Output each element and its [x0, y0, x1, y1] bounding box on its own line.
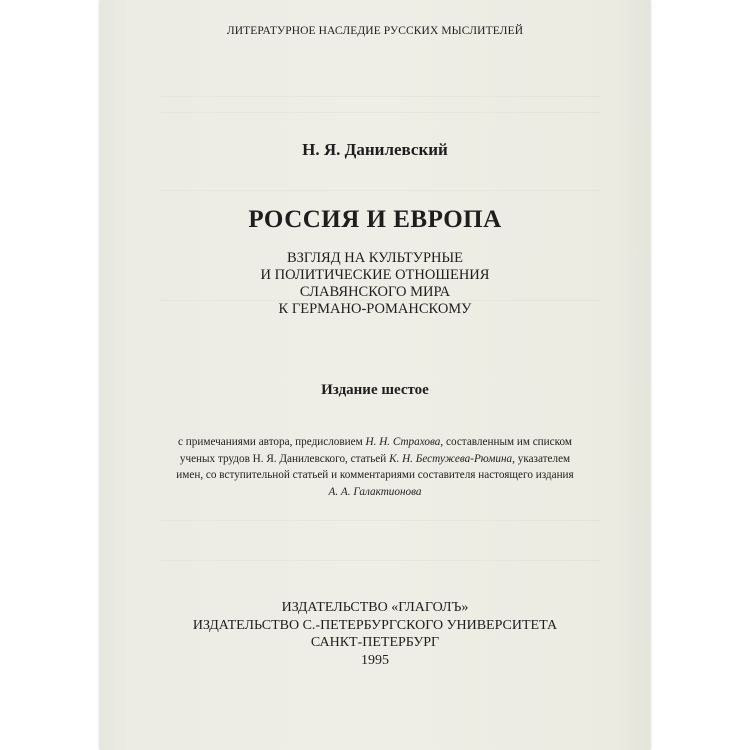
- contributor-name: К. Н. Бестужева-Рюмина: [389, 452, 513, 465]
- bleed-through-line: [160, 96, 600, 97]
- subtitle-line: И ПОЛИТИЧЕСКИЕ ОТНОШЕНИЯ: [260, 267, 490, 283]
- contributor-name: А. А. Галактионова: [328, 485, 422, 498]
- publisher-line: ИЗДАТЕЛЬСТВО С.-ПЕТЕРБУРГСКОГО УНИВЕРСИТЕТА: [192, 617, 558, 633]
- subtitle-line: К ГЕРМАНО-РОМАНСКОМУ: [278, 301, 472, 317]
- subtitle-line: СЛАВЯНСКОГО МИРА: [299, 284, 451, 300]
- bleed-through-line: [160, 112, 600, 113]
- contributor-name: Н. Н. Страхова: [365, 436, 441, 448]
- edition-label: Издание шестое: [321, 382, 429, 398]
- publication-year: 1995: [361, 652, 389, 668]
- notes-line: [100, 434, 650, 451]
- publisher-city: САНКТ-ПЕТЕРБУРГ: [310, 635, 440, 650]
- book-title: РОССИЯ И ЕВРОПА: [248, 206, 502, 233]
- title-page: [100, 0, 650, 750]
- notes-text: с примечаниями автора, предисловием: [178, 436, 366, 448]
- edition-notes: [100, 434, 650, 500]
- notes-line: [100, 484, 650, 501]
- notes-text: , указателем: [512, 452, 571, 465]
- bleed-through-line: [160, 520, 600, 521]
- publisher-block: [100, 599, 650, 669]
- author-name: Н. Я. Данилевский: [302, 140, 448, 159]
- bleed-through-line: [160, 560, 600, 561]
- series-title: ЛИТЕРАТУРНОЕ НАСЛЕДИЕ РУССКИХ МЫСЛИТЕЛЕЙ: [226, 25, 524, 37]
- notes-line: [100, 451, 650, 468]
- book-subtitle: [100, 250, 650, 318]
- notes-text: ученых трудов Н. Я. Данилевского, статьей: [179, 452, 390, 465]
- bleed-through-line: [160, 190, 600, 191]
- publisher-line: ИЗДАТЕЛЬСТВО «ГЛАГОЛЪ»: [281, 600, 469, 615]
- notes-text: , составленным им списком: [440, 436, 572, 448]
- notes-line: имен, со вступительной статьей и комментариями составителя настоящего издания: [176, 469, 574, 481]
- subtitle-line: ВЗГЛЯД НА КУЛЬТУРНЫЕ: [286, 250, 464, 266]
